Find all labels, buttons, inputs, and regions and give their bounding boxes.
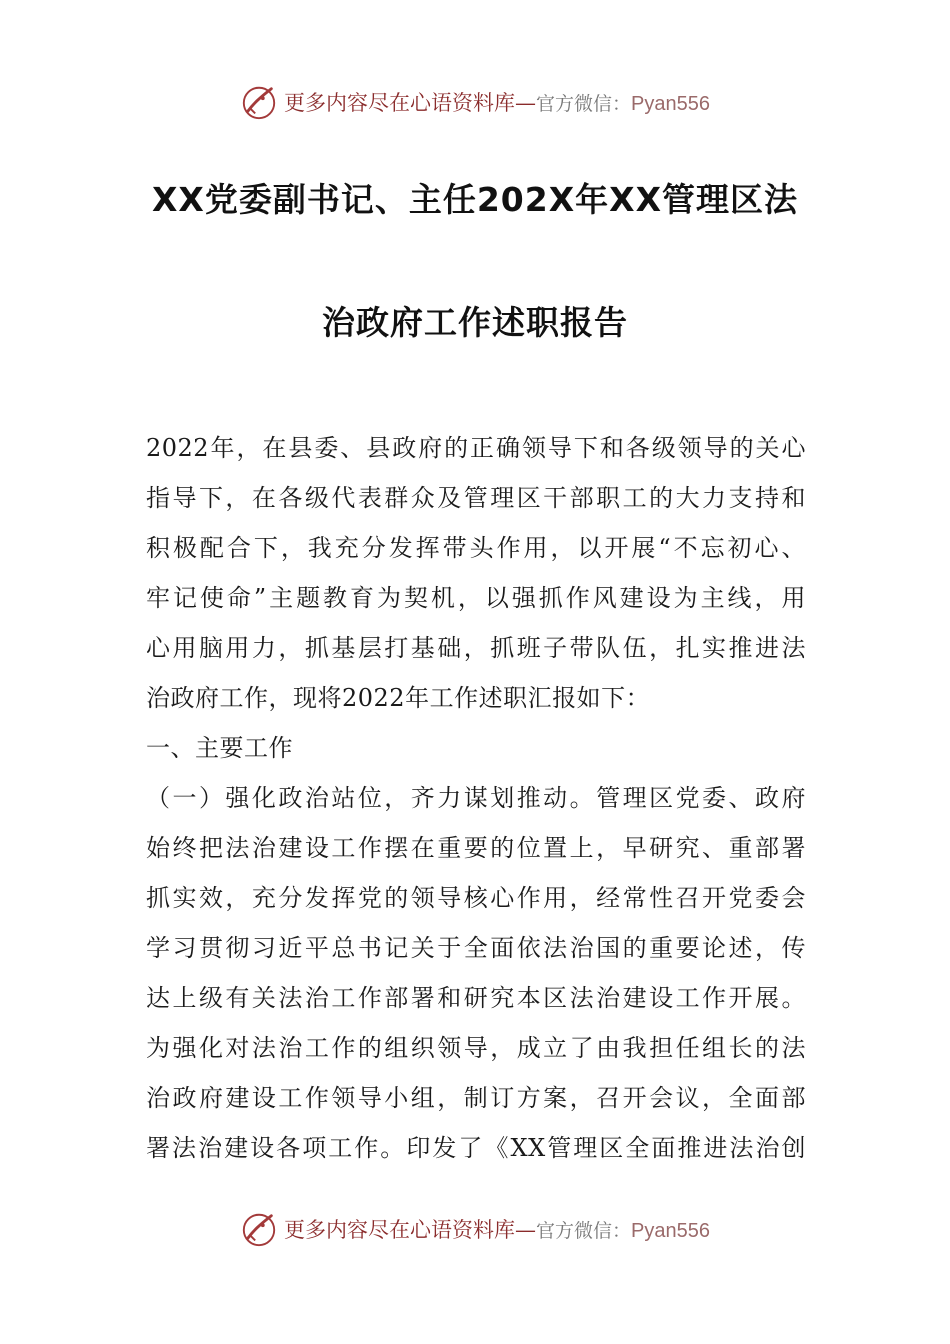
banner-dash: —: [515, 91, 536, 115]
body-line: 抓实效，充分发挥党的领导核心作用，经常性召开党委会: [146, 884, 806, 912]
body-line: 指导下，在各级代表群众及管理区干部职工的大力支持和: [146, 484, 806, 512]
body-line: 2022年，在县委、县政府的正确领导下和各级领导的关心: [146, 434, 806, 462]
body-line: 治政府工作，现将2022年工作述职汇报如下：: [146, 684, 651, 712]
document-body: [146, 428, 806, 1178]
body-line: 达上级有关法治工作部署和研究本区法治建设工作开展。: [146, 984, 806, 1012]
pen-logo-icon: [240, 1210, 278, 1248]
body-line: 治政府建设工作领导小组，制订方案，召开会议，全面部: [146, 1084, 806, 1112]
banner-wechat-label: 官方微信：: [536, 1220, 632, 1242]
document-title-line2: 治政府工作述职报告: [322, 303, 628, 342]
body-line: 积极配合下，我充分发挥带头作用，以开展“不忘初心、: [146, 534, 806, 562]
banner-wechat-id: Pyan556: [631, 93, 710, 115]
body-line: 署法治建设各项工作。印发了《XX管理区全面推进法治创: [146, 1134, 806, 1162]
body-line: 为强化对法治工作的组织领导，成立了由我担任组长的法: [146, 1034, 806, 1062]
pen-logo-icon: [240, 83, 278, 121]
banner-text: [284, 87, 710, 117]
section-heading: 一、主要工作: [146, 734, 293, 762]
body-line: 牢记使命”主题教育为契机，以强抓作风建设为主线，用: [146, 584, 806, 612]
banner-dash: —: [515, 1218, 536, 1242]
banner-text: [284, 1214, 710, 1244]
body-line: 始终把法治建设工作摆在重要的位置上，早研究、重部署: [146, 834, 806, 862]
banner-wechat-id: Pyan556: [631, 1220, 710, 1242]
body-line: （一）强化政治站位，齐力谋划推动。管理区党委、政府: [146, 784, 806, 812]
document-title-line1: XX党委副书记、主任202X年XX管理区法: [151, 180, 799, 219]
banner-main-text: 更多内容尽在心语资料库: [284, 91, 515, 115]
banner-main-text: 更多内容尽在心语资料库: [284, 1218, 515, 1242]
header-banner: [0, 80, 950, 124]
footer-banner: [0, 1207, 950, 1251]
banner-wechat-label: 官方微信：: [536, 93, 632, 115]
body-line: 心用脑用力，抓基层打基础，抓班子带队伍，扎实推进法: [146, 634, 806, 662]
body-line: 学习贯彻习近平总书记关于全面依法治国的重要论述，传: [146, 934, 806, 962]
